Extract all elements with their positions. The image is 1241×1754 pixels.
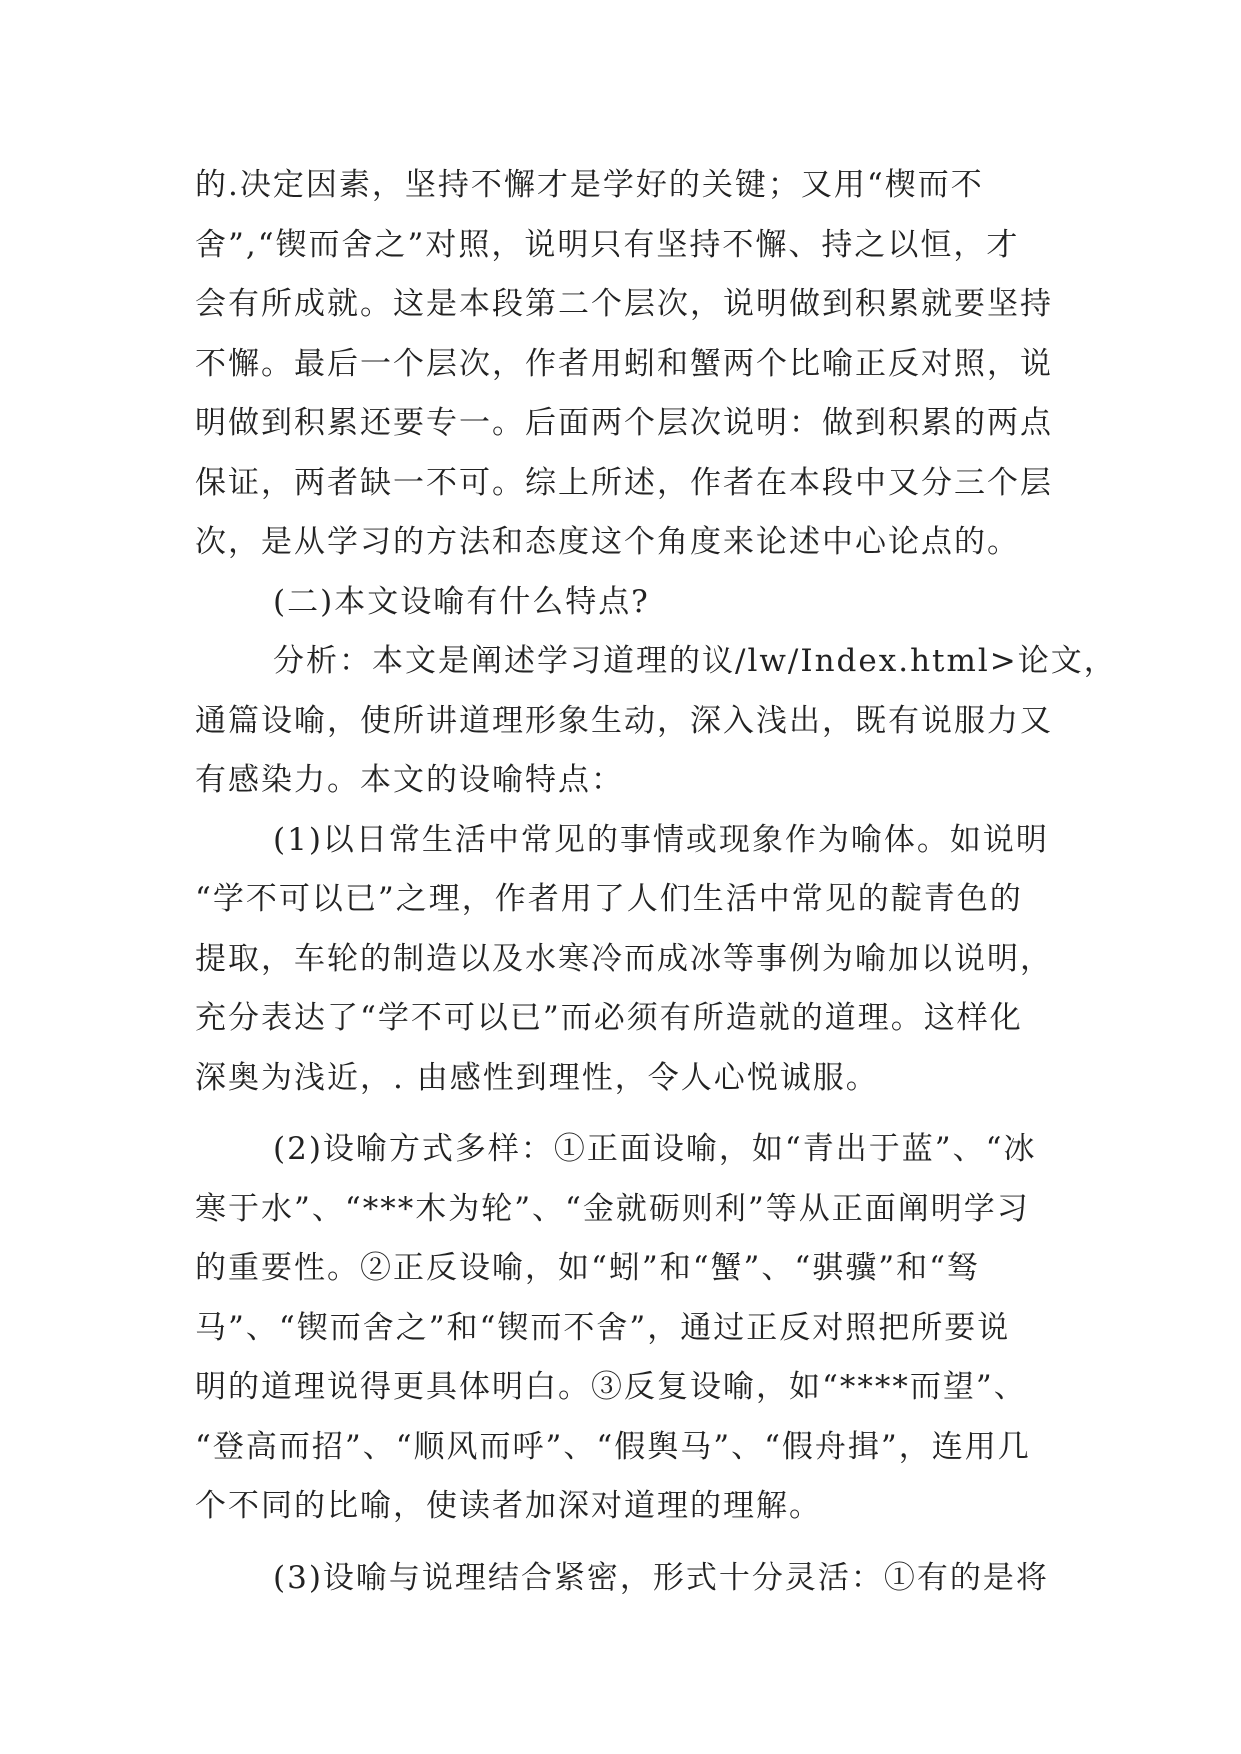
text-line: 次，是从学习的方法和态度这个角度来论述中心论点的。	[195, 524, 1020, 560]
text-line: 有感染力。本文的设喻特点：	[195, 762, 624, 798]
text-line: 的.决定因素，坚持不懈才是学好的关键；又用“楔而不	[195, 167, 984, 203]
text-line: 深奥为浅近，. 由感性到理性，令人心悦诚服。	[195, 1059, 879, 1096]
text-line: (2)设喻方式多样：①正面设喻，如“青出于蓝”、“冰	[273, 1131, 1037, 1167]
text-line: 充分表达了“学不可以已”而必须有所造就的道理。这样化	[195, 1000, 1023, 1036]
paragraph-gap	[195, 1537, 1055, 1549]
text-line: 通篇设喻，使所讲道理形象生动，深入浅出，既有说服力又	[195, 702, 1053, 739]
text-line: 不懈。最后一个层次，作者用蚓和蟹两个比喻正反对照，说	[195, 345, 1053, 382]
section-heading: (二)本文设喻有什么特点?	[273, 583, 650, 620]
text-line: 分析：本文是阐述学习道理的议/lw/Index.html>论文，	[273, 643, 1117, 679]
body-text	[195, 156, 1117, 1608]
paragraph-gap	[195, 1108, 1055, 1120]
text-line: (3)设喻与说理结合紧密，形式十分灵活：①有的是将	[273, 1559, 1049, 1596]
text-line: 的重要性。②正反设喻，如“蚓”和“蟹”、“骐骥”和“驽	[195, 1250, 980, 1286]
text-line: 舍”,“锲而舍之”对照，说明只有坚持不懈、持之以恒，才	[195, 226, 1020, 263]
text-line: 明的道理说得更具体明白。③反复设喻，如“****而望”、	[195, 1369, 1027, 1405]
text-line: 马”、“锲而舍之”和“锲而不舍”，通过正反对照把所要说	[195, 1309, 1011, 1346]
text-line: “登高而招”、“顺风而呼”、“假舆马”、“假舟揖”，连用几	[195, 1428, 1031, 1465]
text-line: 寒于水”、“***木为轮”、“金就砺则利”等从正面阐明学习	[195, 1190, 1030, 1227]
text-line: “学不可以已”之理，作者用了人们生活中常见的靛青色的	[195, 881, 1023, 917]
text-line: 会有所成就。这是本段第二个层次，说明做到积累就要坚持	[195, 286, 1053, 322]
text-line: 保证，两者缺一不可。综上所述，作者在本段中又分三个层	[195, 464, 1053, 501]
text-line: 提取，车轮的制造以及水寒冷而成冰等事例为喻加以说明，	[195, 940, 1053, 977]
text-line: 个不同的比喻，使读者加深对道理的理解。	[195, 1488, 822, 1524]
text-line: (1)以日常生活中常见的事情或现象作为喻体。如说明	[273, 821, 1049, 858]
text-line: 明做到积累还要专一。后面两个层次说明：做到积累的两点	[195, 405, 1053, 441]
